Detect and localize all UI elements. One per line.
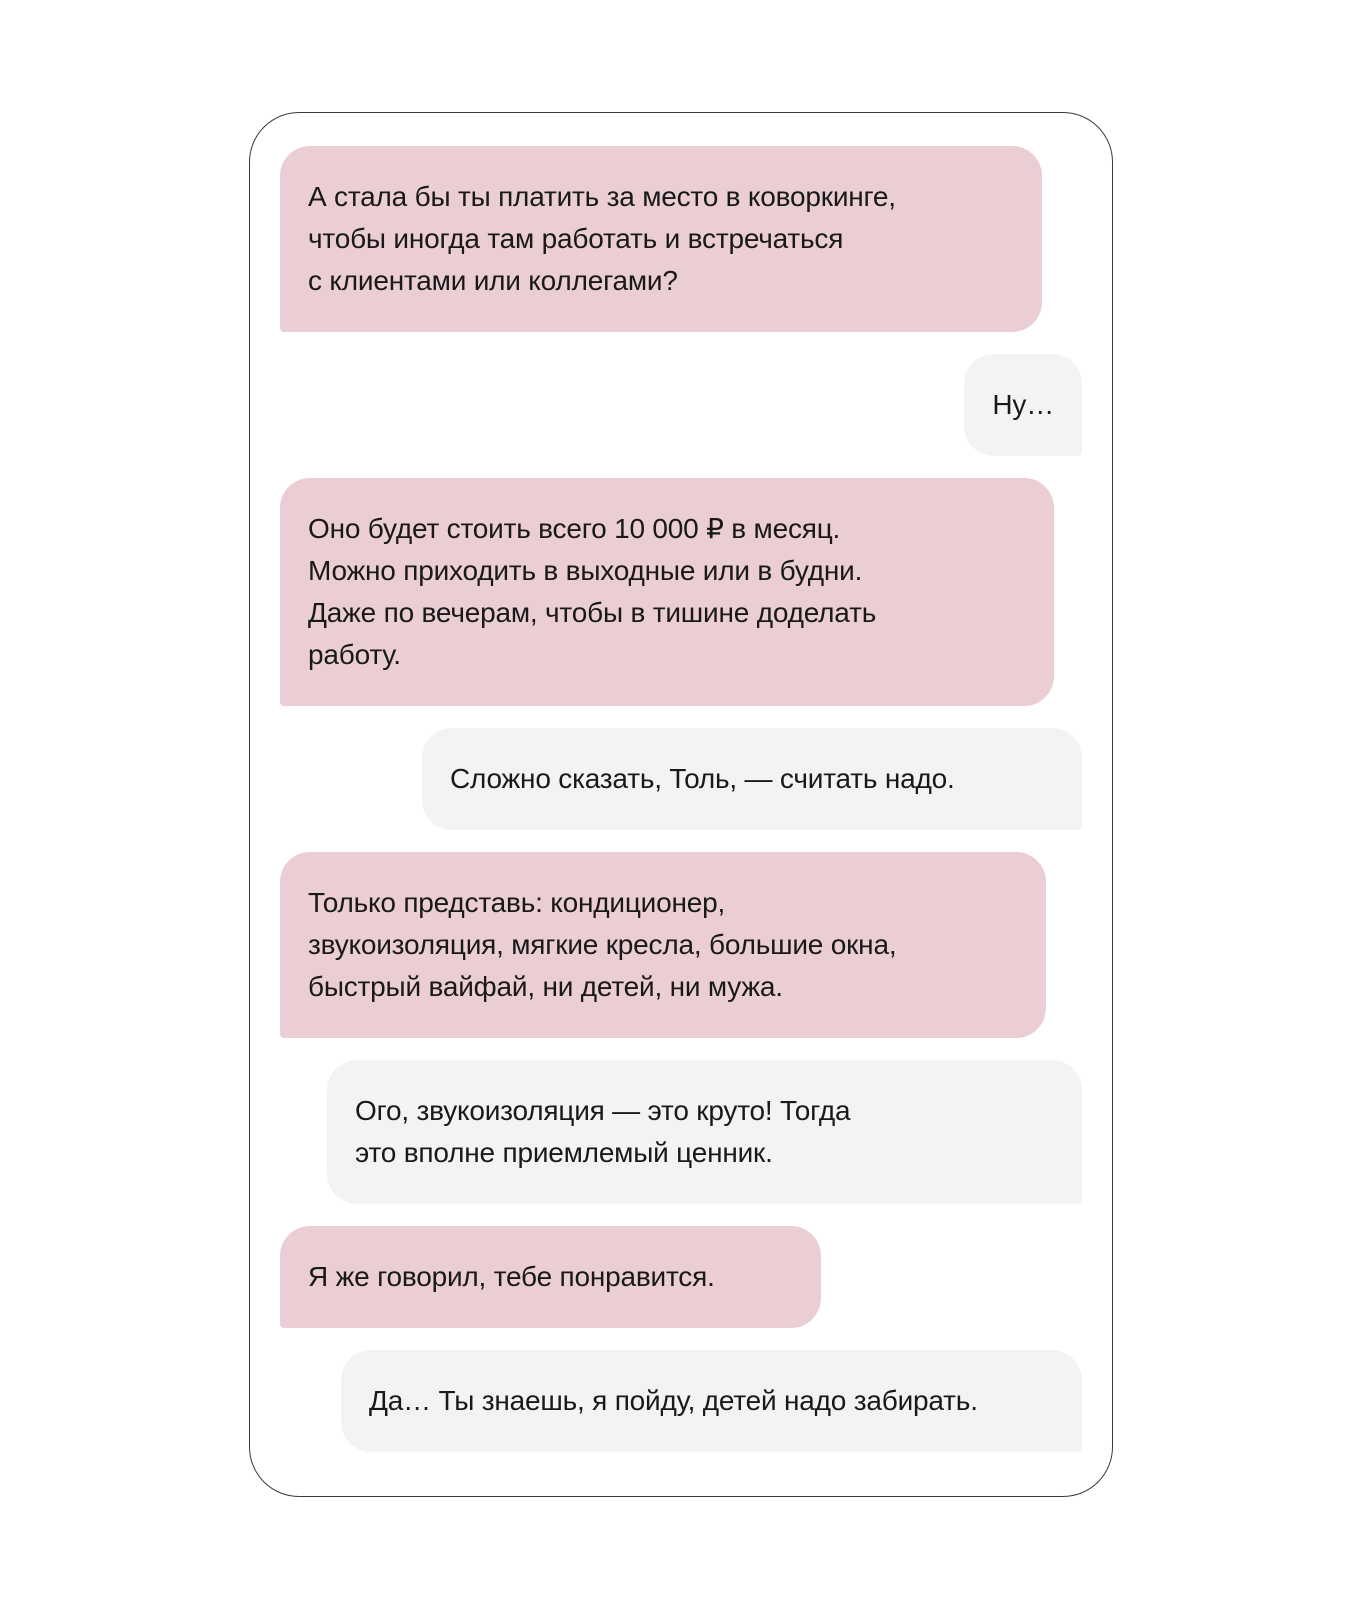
message-row	[280, 1226, 1082, 1328]
message-bubble-right: Ого, звукоизоляция — это круто! Тогда это вполне приемлемый ценник.	[327, 1060, 1082, 1204]
message-bubble-left: Оно будет стоить всего 10 000 ₽ в месяц. Можно приходить в выходные или в будни. Даже по вечерам, чтобы в тишине доделать работу.	[280, 478, 1054, 706]
message-list	[280, 146, 1082, 1452]
message-row	[280, 146, 1082, 332]
message-row	[280, 1350, 1082, 1452]
message-bubble-right: Да… Ты знаешь, я пойду, детей надо забирать.	[341, 1350, 1082, 1452]
message-row	[280, 728, 1082, 830]
message-row	[280, 1060, 1082, 1204]
message-row	[280, 354, 1082, 456]
message-bubble-left: А стала бы ты платить за место в коворкинге, чтобы иногда там работать и встречаться с клиентами или коллегами?	[280, 146, 1042, 332]
message-bubble-right: Ну…	[964, 354, 1082, 456]
message-bubble-left: Только представь: кондиционер, звукоизоляция, мягкие кресла, большие окна, быстрый вайфай, ни детей, ни мужа.	[280, 852, 1046, 1038]
chat-card	[249, 112, 1113, 1497]
message-bubble-left: Я же говорил, тебе понравится.	[280, 1226, 821, 1328]
message-row	[280, 478, 1082, 706]
message-bubble-right: Сложно сказать, Толь, — считать надо.	[422, 728, 1082, 830]
message-row	[280, 852, 1082, 1038]
